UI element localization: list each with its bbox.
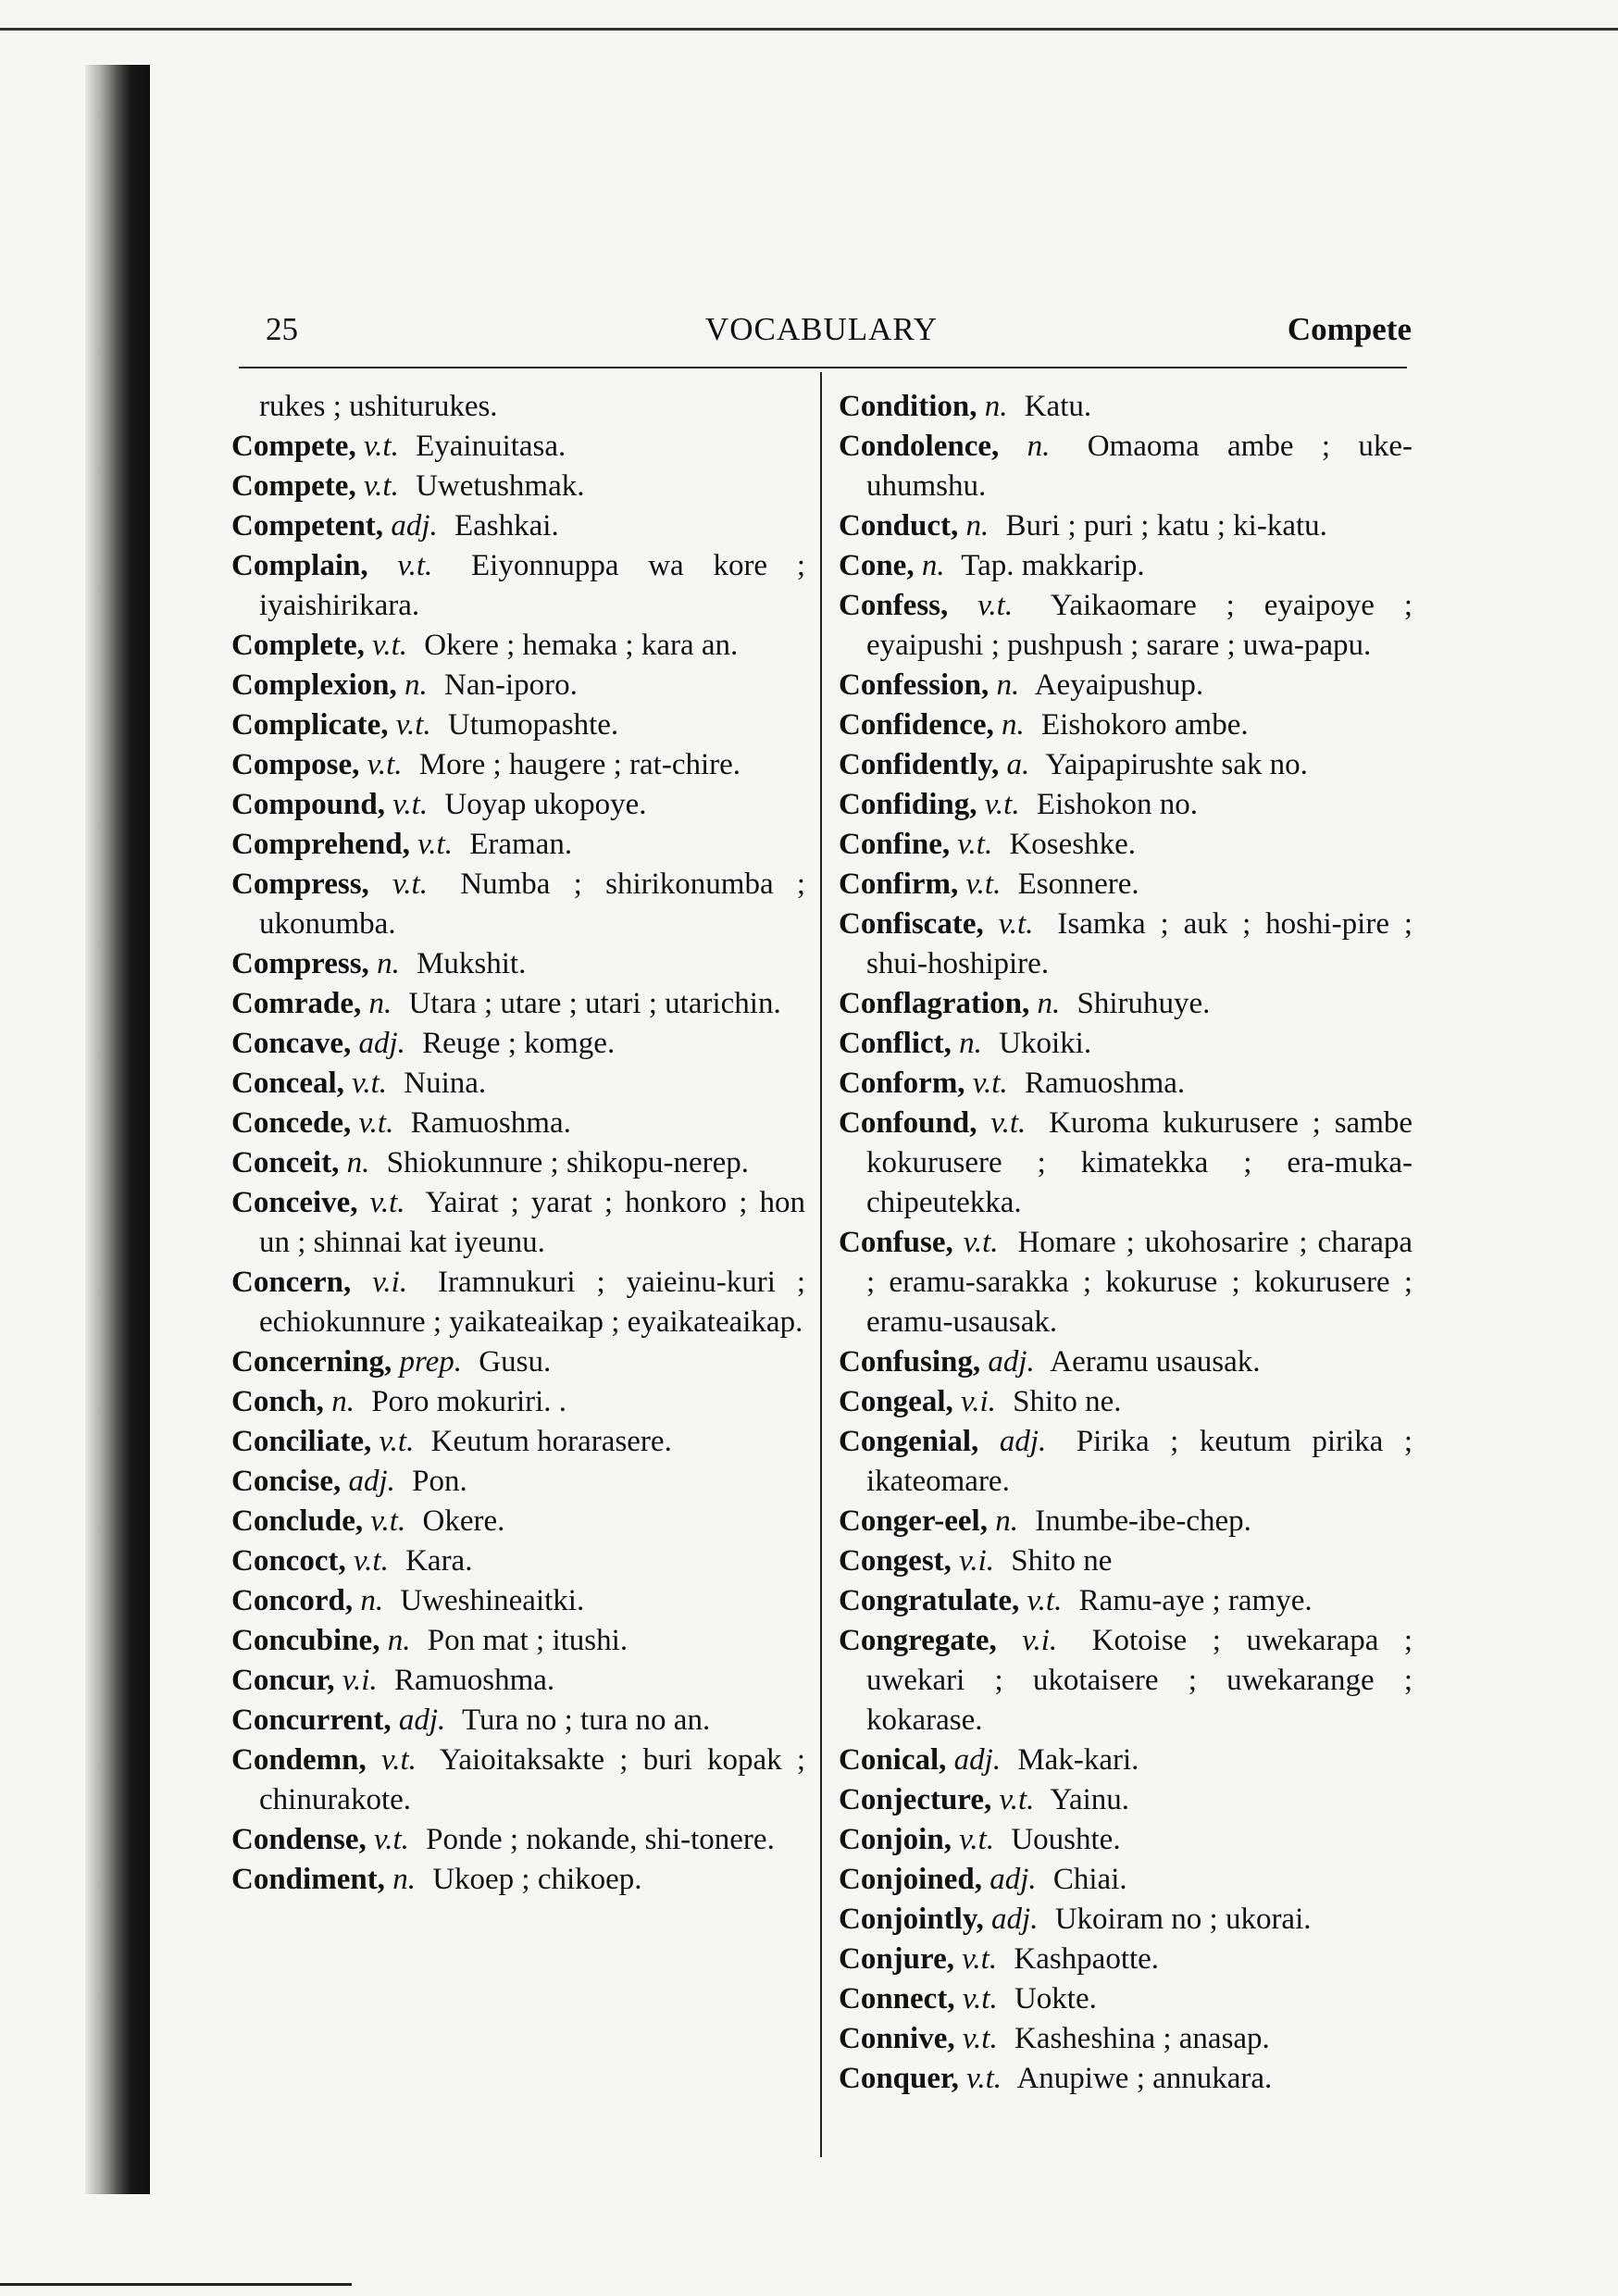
entry-headword: Conceal, [231,1067,344,1100]
dictionary-entry [839,666,1413,705]
entry-part-of-speech: v.i. [372,1266,408,1299]
entry-definition: Ramu-aye ; ramye. [1078,1584,1313,1617]
entry-definition: Gusu. [479,1345,552,1379]
entry-headword: Concord, [231,1584,354,1617]
entry-definition: Isamka ; auk ; hoshi-pire ; shui-hoshipire. [866,907,1413,980]
entry-part-of-speech: n. [387,1624,411,1657]
dictionary-entry [231,1581,805,1621]
entry-part-of-speech: v.t. [397,549,433,582]
entry-headword: Conduct, [839,509,959,543]
dictionary-entry [839,1024,1413,1064]
header-rule [239,367,1407,368]
entry-headword: Concave, [231,1027,352,1060]
dictionary-entry [231,666,805,705]
entry-definition: Buri ; puri ; katu ; ki-katu. [1005,509,1327,543]
entry-part-of-speech: v.t. [998,907,1034,941]
entry-definition: Utara ; utare ; utari ; utarichin. [408,987,781,1020]
entry-part-of-speech: n. [996,668,1020,702]
entry-part-of-speech: n. [921,549,945,582]
entry-headword: Concise, [231,1465,342,1498]
entry-headword: Confound, [839,1106,977,1140]
entry-part-of-speech: n. [377,947,400,980]
entry-part-of-speech: v.t. [959,1823,995,1856]
dictionary-entry [839,1621,1413,1741]
dictionary-entry [231,1183,805,1263]
entry-part-of-speech: v.t. [1027,1584,1063,1617]
entry-part-of-speech: v.i. [959,1544,995,1578]
running-title: VOCABULARY [704,311,939,347]
bottom-edge-rule [0,2283,352,2286]
entry-definition: Kara. [405,1544,473,1578]
dictionary-entry [839,387,1413,427]
entry-definition: Yairat ; yarat ; honkoro ; hon un ; shinnai kat iyeunu. [259,1186,806,1259]
dictionary-entry [839,1223,1413,1342]
entry-headword: Compress, [231,867,369,901]
entry-headword: Conceit, [231,1146,340,1179]
entry-part-of-speech: v.t. [999,1783,1035,1816]
dictionary-entry [231,1621,805,1661]
dictionary-entry [231,1820,805,1860]
entry-headword: Confuse, [839,1226,953,1259]
dictionary-entry [231,785,805,825]
entry-headword: Conger-eel, [839,1504,988,1538]
entry-part-of-speech: n. [965,509,989,543]
dictionary-entry [231,1382,805,1422]
entry-headword: Conch, [231,1385,324,1418]
entry-definition: rukes ; ushiturukes. [259,390,498,423]
entry-definition: Koseshke. [1009,828,1137,861]
entry-definition: Utumopashte. [447,708,619,742]
entry-headword: Complicate, [231,708,389,742]
entry-part-of-speech: v.t. [962,1942,998,1976]
entry-part-of-speech: v.i. [961,1385,996,1418]
entry-definition: Tap. makkarip. [961,549,1145,582]
entry-headword: Concern, [231,1266,352,1299]
entry-headword: Cone, [839,549,915,582]
dictionary-entry [231,1024,805,1064]
entry-definition: Shiruhuye. [1077,987,1211,1020]
entry-definition: Pirika ; keutum pirika ; ikateomare. [866,1425,1413,1498]
dictionary-entry [231,825,805,865]
entry-part-of-speech: v.t. [363,430,399,463]
entry-part-of-speech: v.t. [963,1226,999,1259]
entry-headword: Connect, [839,1982,955,2015]
dictionary-entry [231,1143,805,1183]
entry-definition: Tura no ; tura no an. [461,1703,711,1737]
dictionary-entry [839,1541,1413,1581]
entry-headword: Condition, [839,390,977,423]
entry-part-of-speech: adj. [953,1743,1002,1777]
entry-definition: Okere ; hemaka ; kara an. [424,629,739,662]
dictionary-entry [839,506,1413,546]
entry-part-of-speech: v.t. [962,2022,998,2055]
entry-headword: Comrade, [231,987,362,1020]
entry-headword: Condense, [231,1823,367,1856]
entry-definition: Esonnere. [1017,867,1139,901]
entry-headword: Conjure, [839,1942,954,1976]
entry-headword: Compose, [231,748,360,781]
entry-definition: Okere. [422,1504,505,1538]
entry-definition: Mak-kari. [1017,1743,1139,1777]
entry-definition: Ponde ; nokande, shi-tonere. [426,1823,775,1856]
entry-definition: Shito ne. [1013,1385,1122,1418]
entry-definition: Iramnukuri ; yaieinu-kuri ; echiokunnure ; yaikateaikap ; eyaikateaikap. [259,1266,806,1339]
entry-part-of-speech: n. [1037,987,1061,1020]
dictionary-entry [839,984,1413,1024]
entry-headword: Condiment, [231,1863,385,1896]
entry-part-of-speech: n. [392,1863,416,1896]
entry-definition: Eashkai. [454,509,559,543]
entry-headword: Condolence, [839,430,1000,463]
entry-headword: Conform, [839,1067,965,1100]
entry-part-of-speech: v.t. [965,867,1002,901]
entry-headword: Compete, [231,430,356,463]
entry-definition: Kashpaotte. [1014,1942,1160,1976]
page-header [231,309,1412,365]
entry-definition: Pon. [412,1465,467,1498]
entry-part-of-speech: n. [368,987,392,1020]
dictionary-entry [231,427,805,467]
entry-headword: Concerning, [231,1345,392,1379]
entry-headword: Concubine, [231,1624,380,1657]
entry-definition: Yaioitaksakte ; buri kopak ; chinurakote. [259,1743,806,1816]
entry-definition: Yainu. [1050,1783,1130,1816]
dictionary-entry [839,905,1413,984]
entry-headword: Conjointly, [839,1903,984,1936]
dictionary-entry [839,1581,1413,1621]
entry-headword: Congratulate, [839,1584,1020,1617]
entry-headword: Congest, [839,1544,952,1578]
entry-headword: Complexion, [231,668,397,702]
entry-part-of-speech: a. [1006,748,1030,781]
entry-part-of-speech: v.t. [352,1067,388,1100]
entry-definition: Shito ne [1011,1544,1113,1578]
entry-part-of-speech: v.t. [957,828,993,861]
entry-part-of-speech: v.t. [966,2062,1002,2095]
entry-headword: Conjoin, [839,1823,952,1856]
entry-part-of-speech: v.t. [367,748,403,781]
entry-headword: Confiscate, [839,907,984,941]
dictionary-entry [231,626,805,666]
entry-headword: Confusing, [839,1345,981,1379]
entry-part-of-speech: v.t. [369,1186,405,1219]
entry-definition: Aeramu usausak. [1050,1345,1261,1379]
entry-headword: Conflagration, [839,987,1030,1020]
entry-definition: Inumbe-ibe-chep. [1035,1504,1251,1538]
entry-part-of-speech: v.t. [381,1743,417,1777]
dictionary-entry [231,1342,805,1382]
entry-headword: Competent, [231,509,384,543]
entry-part-of-speech: adj. [398,1703,446,1737]
entry-part-of-speech: v.t. [990,1106,1027,1140]
entry-definition: Uwetushmak. [416,469,585,503]
entry-headword: Confiding, [839,788,977,821]
entry-headword: Concoct, [231,1544,346,1578]
entry-definition: Uweshineaitki. [400,1584,585,1617]
entry-part-of-speech: v.t. [962,1982,998,2015]
entry-definition: Ukoiram no ; ukorai. [1054,1903,1312,1936]
entry-part-of-speech: adj. [988,1345,1035,1379]
entry-part-of-speech: n. [346,1146,370,1179]
dictionary-entry [839,1860,1413,1900]
dictionary-entry [231,1422,805,1462]
entry-headword: Conjoined, [839,1863,982,1896]
dictionary-entry [839,1780,1413,1820]
entry-headword: Concur, [231,1664,335,1697]
dictionary-entry [231,1701,805,1741]
page-binding-shadow [85,65,150,2194]
entry-part-of-speech: v.t. [392,867,428,901]
dictionary-entry [231,1541,805,1581]
dictionary-entry [231,1741,805,1820]
entry-definition: Eyainuitasa. [416,430,566,463]
left-column [231,387,805,1900]
dictionary-entry [839,1064,1413,1104]
dictionary-entry [839,1940,1413,1979]
dictionary-entry [839,1342,1413,1382]
entry-headword: Conquer, [839,2062,959,2095]
entry-part-of-speech: v.t. [374,1823,409,1856]
entry-definition: Numba ; shirikonumba ; ukonumba. [259,867,806,941]
top-edge-rule [0,28,1618,31]
dictionary-entry [231,1064,805,1104]
entry-part-of-speech: v.t. [363,469,399,503]
entry-headword: Confine, [839,828,951,861]
entry-part-of-speech: adj. [391,509,438,543]
dictionary-entry [231,467,805,506]
entry-headword: Conclude, [231,1504,364,1538]
entry-part-of-speech: n. [1027,430,1051,463]
entry-part-of-speech: v.t. [972,1067,1008,1100]
entry-headword: Confidently, [839,748,1000,781]
entry-part-of-speech: v.t. [977,589,1014,622]
entry-part-of-speech: v.t. [984,788,1020,821]
guide-word: Compete [1287,311,1412,347]
entry-part-of-speech: v.t. [392,788,429,821]
entry-definition: Ukoep ; chikoep. [432,1863,642,1896]
entry-definition: Kasheshina ; anasap. [1014,2022,1270,2055]
dictionary-entry [839,865,1413,905]
dictionary-entry [839,546,1413,586]
entry-definition: Eraman. [469,828,573,861]
entry-definition: Kotoise ; uwekarapa ; uwekari ; ukotaisere ; uwekarange ; kokarase. [866,1624,1413,1737]
dictionary-entry [231,1860,805,1900]
entry-definition: Ukoiki. [999,1027,1092,1060]
dictionary-entry [231,1502,805,1541]
dictionary-entry [231,944,805,984]
entry-headword: Conceive, [231,1186,358,1219]
entry-headword: Confession, [839,668,989,702]
entry-headword: Comprehend, [231,828,410,861]
entry-definition: Yaikaomare ; eyaipoye ; eyaipushi ; pushpush ; sarare ; uwa-papu. [866,589,1413,662]
entry-headword: Complete, [231,629,365,662]
entry-part-of-speech: n. [331,1385,355,1418]
entry-part-of-speech: v.t. [353,1544,389,1578]
entry-headword: Conjecture, [839,1783,992,1816]
entry-definition: Keutum horarasere. [430,1425,672,1458]
entry-part-of-speech: v.t. [417,828,453,861]
entry-definition: Reuge ; komge. [422,1027,616,1060]
entry-part-of-speech: n. [959,1027,982,1060]
entry-headword: Compress, [231,947,369,980]
dictionary-entry [839,1422,1413,1502]
entry-definition: Eiyonnuppa wa kore ; iyaishirikara. [259,549,805,622]
entry-part-of-speech: v.t. [370,1504,406,1538]
entry-part-of-speech: n. [984,390,1008,423]
entry-definition: Nan-iporo. [444,668,578,702]
entry-definition: Katu. [1024,390,1092,423]
dictionary-entry [231,1263,805,1342]
entry-headword: Connive, [839,2022,955,2055]
entry-headword: Confess, [839,589,949,622]
entry-part-of-speech: v.t. [372,629,408,662]
entry-definition: Homare ; ukohosarire ; charapa ; eramu-sarakka ; kokuruse ; kokurusere ; eramu-usausak. [866,1226,1413,1339]
entry-definition: Aeyaipushup. [1034,668,1204,702]
entry-definition: Nuina. [404,1067,487,1100]
entry-part-of-speech: adj. [991,1903,1039,1936]
entry-part-of-speech: adj. [989,1863,1037,1896]
entry-part-of-speech: n. [404,668,428,702]
entry-headword: Conflict, [839,1027,952,1060]
entry-definition: Ramuoshma. [393,1664,555,1697]
dictionary-entry [839,705,1413,745]
dictionary-entry [839,785,1413,825]
entry-headword: Complain, [231,549,368,582]
dictionary-entry [839,586,1413,666]
entry-definition: Eishokoro ambe. [1041,708,1249,742]
entry-part-of-speech: v.t. [395,708,431,742]
entry-part-of-speech: v.t. [358,1106,394,1140]
dictionary-entry [231,1462,805,1502]
entry-headword: Confidence, [839,708,994,742]
entry-definition: Ramuoshma. [410,1106,571,1140]
entry-definition: Omaoma ambe ; uke-uhumshu. [866,430,1413,503]
entry-headword: Concurrent, [231,1703,392,1737]
entry-headword: Conciliate, [231,1425,372,1458]
entry-part-of-speech: prep. [399,1345,463,1379]
dictionary-entry [839,1502,1413,1541]
entry-headword: Compound, [231,788,385,821]
dictionary-entry [231,1104,805,1143]
entry-definition: Ramuoshma. [1024,1067,1186,1100]
entry-definition: Anupiwe ; annukara. [1016,2062,1273,2095]
entry-definition: Poro mokuriri. . [371,1385,567,1418]
entry-headword: Congeal, [839,1385,953,1418]
dictionary-entry [231,387,805,427]
dictionary-entry [839,1104,1413,1223]
entry-definition: More ; haugere ; rat-chire. [418,748,741,781]
column-divider [820,372,822,2157]
dictionary-entry [839,1820,1413,1860]
entry-headword: Conical, [839,1743,947,1777]
entry-part-of-speech: adj. [999,1425,1047,1458]
entry-definition: Uokte. [1014,1982,1097,2015]
entry-part-of-speech: v.t. [379,1425,415,1458]
page-number: 25 [266,311,298,347]
dictionary-entry [231,1661,805,1701]
dictionary-entry [839,1741,1413,1780]
entry-headword: Compete, [231,469,356,503]
dictionary-entry [839,1900,1413,1940]
dictionary-entry [231,865,805,944]
entry-definition: Mukshit. [417,947,527,980]
entry-definition: Kuroma kukurusere ; sambe kokurusere ; kimatekka ; era-muka-chipeutekka. [866,1106,1413,1219]
dictionary-entry [839,825,1413,865]
dictionary-entry [231,984,805,1024]
dictionary-entry [231,506,805,546]
entry-definition: Uoushte. [1011,1823,1121,1856]
entry-definition: Shiokunnure ; shikopu-nerep. [386,1146,749,1179]
entry-definition: Yaipapirushte sak no. [1045,748,1308,781]
entry-part-of-speech: v.i. [1022,1624,1058,1657]
entry-definition: Pon mat ; itushi. [427,1624,629,1657]
dictionary-entry [839,1382,1413,1422]
entry-headword: Congregate, [839,1624,997,1657]
dictionary-entry [839,745,1413,785]
entry-part-of-speech: v.i. [342,1664,378,1697]
entry-part-of-speech: adj. [358,1027,405,1060]
entry-definition: Chiai. [1052,1863,1127,1896]
entry-headword: Congenial, [839,1425,979,1458]
entry-headword: Condemn, [231,1743,367,1777]
dictionary-entry [839,2059,1413,2099]
entry-part-of-speech: n. [1002,708,1025,742]
dictionary-entry [839,427,1413,506]
right-column [839,387,1413,2099]
dictionary-entry [231,705,805,745]
entry-part-of-speech: n. [995,1504,1018,1538]
entry-part-of-speech: n. [360,1584,384,1617]
entry-headword: Concede, [231,1106,352,1140]
dictionary-entry [839,2019,1413,2059]
dictionary-entry [839,1979,1413,2019]
entry-definition: Eishokon no. [1036,788,1199,821]
entry-part-of-speech: adj. [348,1465,395,1498]
dictionary-entry [231,546,805,626]
entry-headword: Confirm, [839,867,959,901]
dictionary-entry [231,745,805,785]
entry-definition: Uoyap ukopoye. [444,788,647,821]
